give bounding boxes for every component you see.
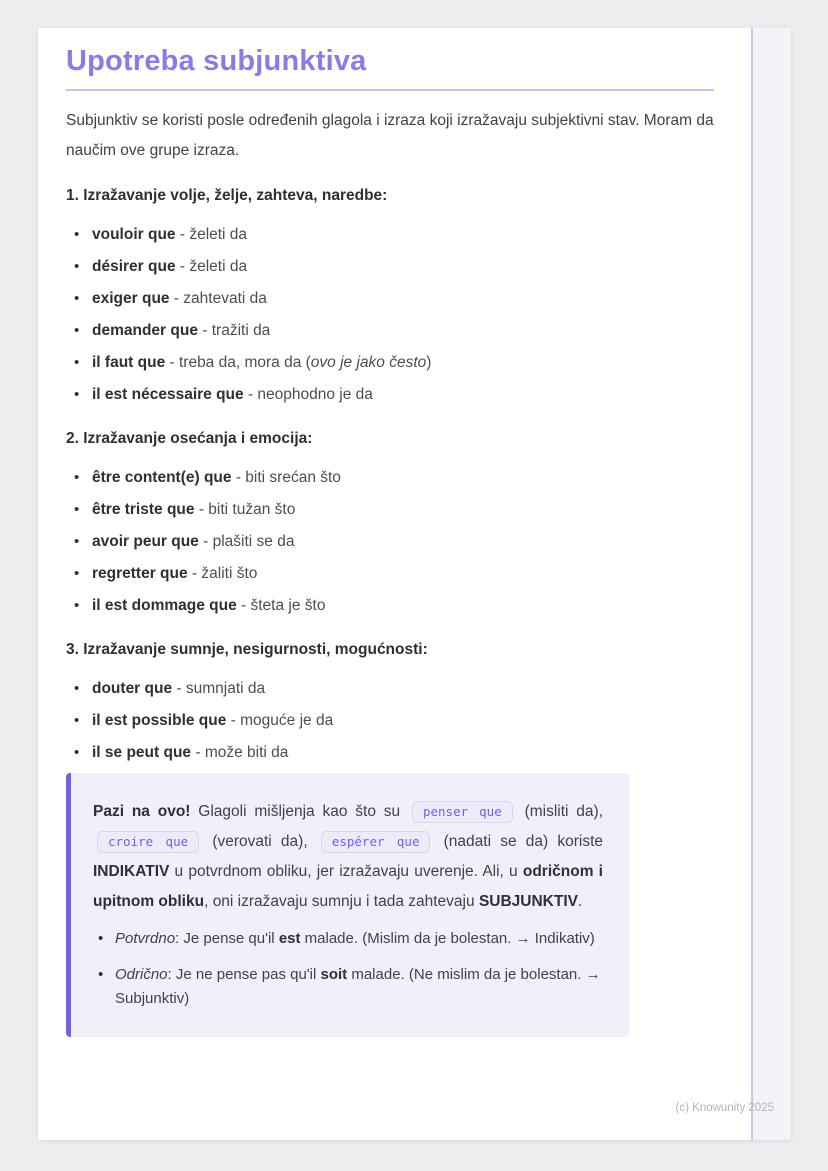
term-item [66, 383, 714, 406]
text-segment: - zahtevati da [169, 290, 267, 307]
sections-container [66, 185, 714, 764]
text-segment: ) [426, 354, 432, 371]
text-segment: : Je ne pense pas qu'il [167, 966, 321, 983]
text-segment: , oni izražavaju sumnju i tada zahtevaju [204, 893, 479, 910]
text-segment: odričnom i upitnom obliku [93, 863, 603, 910]
text-segment: - žaliti što [187, 565, 258, 582]
code-chip: espérer que [321, 831, 431, 853]
term-label: douter que [92, 680, 173, 697]
section-heading: 1. Izražavanje volje, želje, zahteva, naredbe: [66, 187, 388, 204]
code-chip: penser que [412, 801, 513, 823]
callout-box [66, 773, 629, 1037]
callout-list [93, 927, 603, 1011]
term-label: demander que [92, 322, 198, 339]
text-segment: (nadati se da) koriste [434, 833, 603, 850]
term-label: regretter que [92, 565, 188, 582]
text-segment: - neophodno je da [243, 386, 373, 403]
term-label: exiger que [92, 290, 170, 307]
text-segment: INDIKATIV [93, 863, 170, 880]
text-segment: soit [320, 966, 348, 983]
term-label: il est possible que [92, 712, 227, 729]
text-segment: - može biti da [191, 744, 289, 761]
term-item [66, 287, 714, 310]
term-item [66, 562, 714, 585]
term-item [66, 677, 714, 700]
term-item [66, 709, 714, 732]
text-segment: - biti srećan što [231, 469, 341, 486]
term-label: vouloir que [92, 226, 176, 243]
term-item [66, 466, 714, 489]
term-item [66, 319, 714, 342]
term-item [66, 741, 714, 764]
term-item [66, 255, 714, 278]
text-segment: u potvrdnom obliku, jer izražavaju uverenje. Ali, u [169, 863, 523, 880]
term-label: il se peut que [92, 744, 192, 761]
text-segment: SUBJUNKTIV [478, 893, 578, 910]
text-segment: est [278, 930, 301, 947]
text-segment: - treba da, mora da ( [165, 354, 311, 371]
text-segment: - sumnjati da [172, 680, 266, 697]
text-segment: Glagoli mišljenja kao što su [190, 803, 408, 820]
term-item [66, 223, 714, 246]
text-segment: Pazi na ovo! [93, 803, 191, 820]
code-chip: croire que [97, 831, 199, 853]
page-edge-strip [751, 28, 791, 1140]
term-label: il est nécessaire que [92, 386, 244, 403]
intro-paragraph: Subjunktiv se koristi posle određenih glagola i izraza koji izražavaju subjektivni stav. Moram da naučim ove grupe izraza. [66, 112, 714, 159]
text-segment: Odrično [115, 966, 168, 983]
text-segment: - biti tužan što [194, 501, 296, 518]
term-item [66, 594, 714, 617]
text-segment: (misliti da), [516, 803, 604, 820]
term-label: être triste que [92, 501, 195, 518]
term-item [66, 498, 714, 521]
term-list [66, 466, 714, 617]
callout-example-item [93, 963, 603, 1011]
text-segment: - moguće je da [226, 712, 334, 729]
term-list [66, 223, 714, 406]
section-heading: 3. Izražavanje sumnje, nesigurnosti, mogućnosti: [66, 641, 428, 658]
title-underline [66, 89, 714, 91]
term-label: désirer que [92, 258, 176, 275]
copyright-footer: (c) Knowunity 2025 [675, 1102, 774, 1114]
term-item [66, 351, 714, 374]
term-item [66, 530, 714, 553]
note-page [38, 28, 791, 1140]
text-segment: Potvrdno [115, 930, 176, 947]
page-title: Upotreba subjunktiva [66, 45, 367, 77]
text-segment: . [577, 893, 583, 910]
text-segment: malade. (Ne mislim da je bolestan. → Subjunktiv) [115, 966, 601, 1007]
callout-paragraph [93, 797, 603, 917]
text-segment: - želeti da [175, 226, 248, 243]
term-label: il est dommage que [92, 597, 237, 614]
text-segment: ovo je jako često [310, 354, 427, 371]
term-list [66, 677, 714, 764]
text-segment: (verovati da), [203, 833, 317, 850]
section-heading: 2. Izražavanje osećanja i emocija: [66, 430, 313, 447]
term-label: avoir peur que [92, 533, 199, 550]
term-label: être content(e) que [92, 469, 232, 486]
text-segment: - plašiti se da [198, 533, 295, 550]
callout-example-item [93, 927, 603, 951]
text-segment: malade. (Mislim da je bolestan. → Indikativ) [300, 930, 595, 947]
note-content [66, 44, 714, 1037]
text-segment: - šteta je što [236, 597, 326, 614]
term-label: il faut que [92, 354, 166, 371]
text-segment: - tražiti da [197, 322, 271, 339]
text-segment: - želeti da [175, 258, 248, 275]
text-segment: : Je pense qu'il [175, 930, 279, 947]
